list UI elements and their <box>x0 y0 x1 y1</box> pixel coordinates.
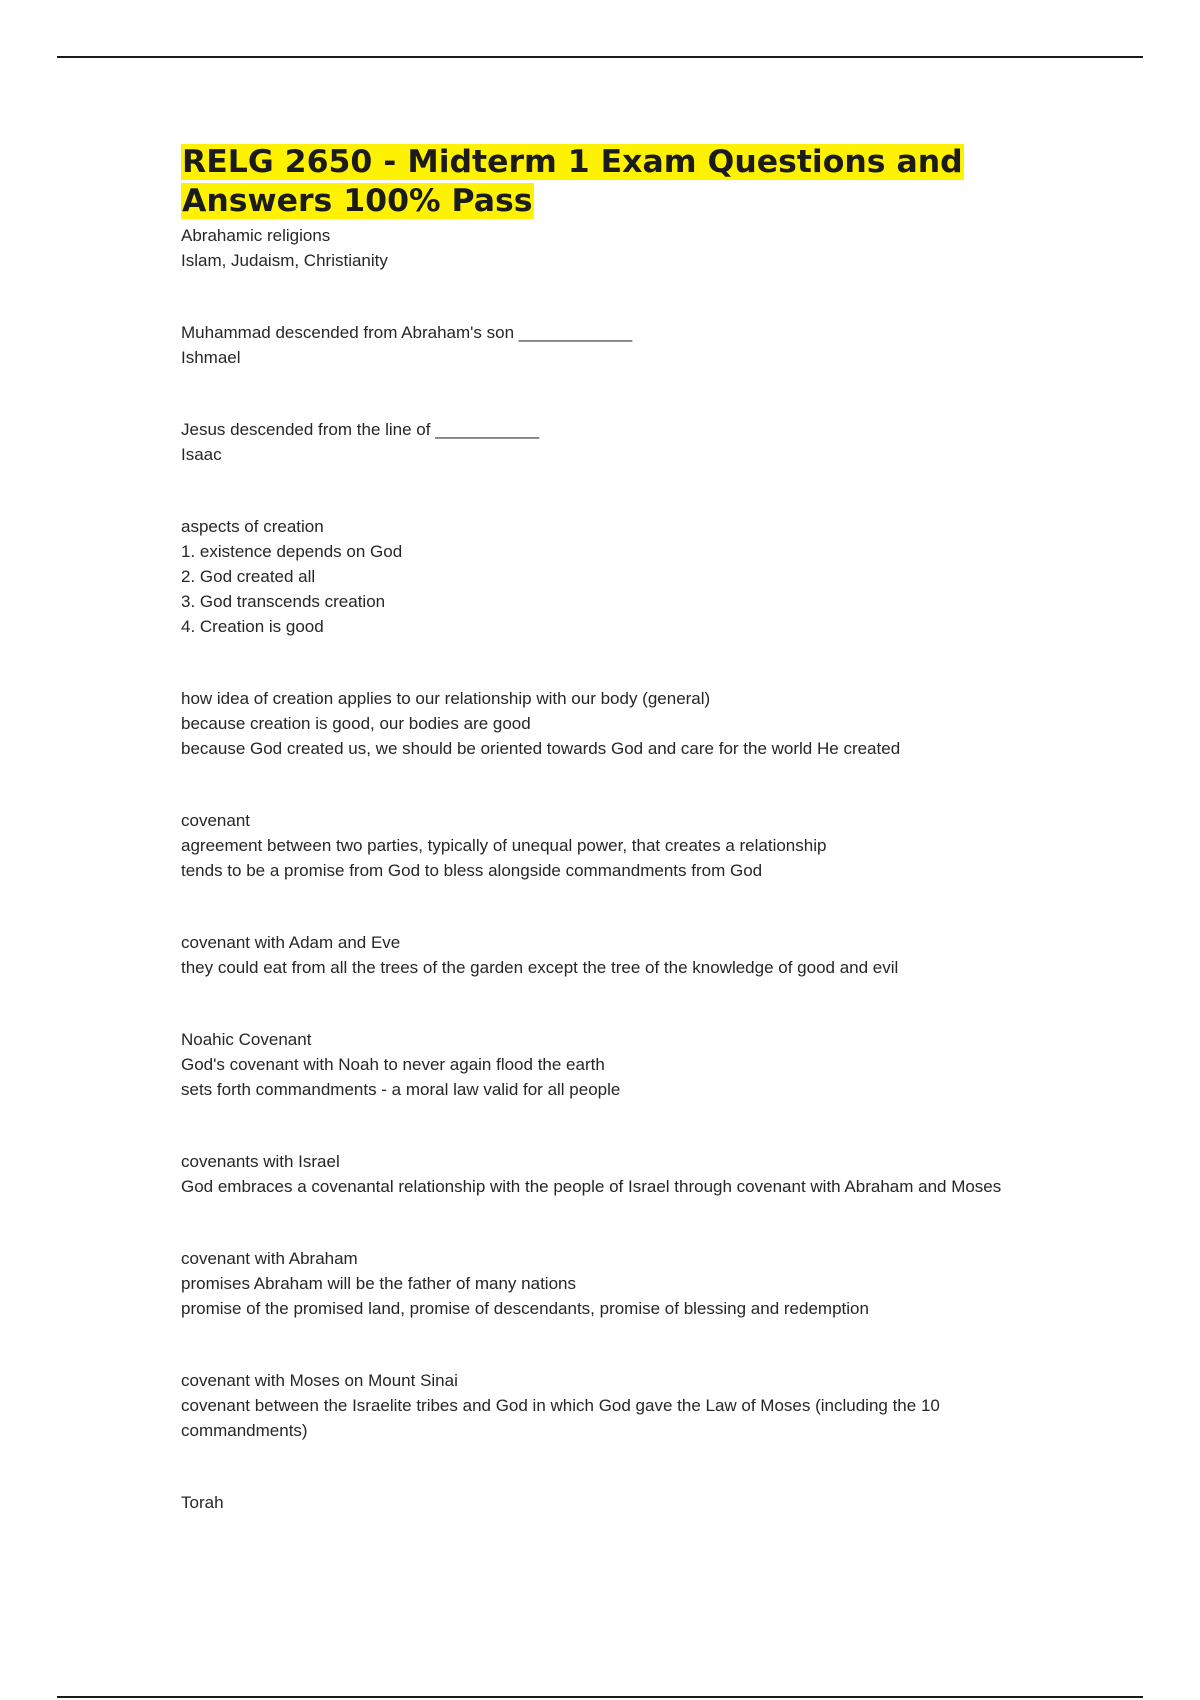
qa-answer: God embraces a covenantal relationship with the people of Israel through covenant with Abraham and Moses <box>181 1177 1002 1196</box>
qa-entry <box>181 417 1041 467</box>
qa-answer: tends to be a promise from God to bless alongside commandments from God <box>181 861 763 880</box>
title-highlight: RELG 2650 - Midterm 1 Exam Questions and Answers 100% Pass <box>182 144 963 219</box>
qa-entry <box>181 1027 1041 1102</box>
footer-rule <box>57 1696 1143 1698</box>
qa-entry <box>181 930 1041 980</box>
qa-entry <box>181 1149 1041 1199</box>
qa-entry <box>181 514 1041 639</box>
qa-answer: Isaac <box>181 445 222 464</box>
qa-entry <box>181 1246 1041 1321</box>
qa-answer: they could eat from all the trees of the garden except the tree of the knowledge of good and evil <box>181 958 899 977</box>
qa-term: Abrahamic religions <box>181 226 331 245</box>
header-rule <box>57 56 1143 58</box>
qa-answer: covenant between the Israelite tribes and God in which God gave the Law of Moses (including the 10 commandments) <box>181 1396 945 1440</box>
qa-term: Torah <box>181 1493 224 1512</box>
qa-answer: 1. existence depends on God <box>181 542 403 561</box>
qa-term: Muhammad descended from Abraham's son ____________ <box>181 323 633 342</box>
qa-term: Noahic Covenant <box>181 1030 312 1049</box>
qa-answer: Ishmael <box>181 348 241 367</box>
qa-answer: because God created us, we should be oriented towards God and care for the world He created <box>181 739 901 758</box>
qa-answer: God's covenant with Noah to never again flood the earth <box>181 1055 605 1074</box>
qa-answer: 2. God created all <box>181 567 316 586</box>
document-body <box>181 143 1041 1515</box>
qa-term: covenants with Israel <box>181 1152 340 1171</box>
qa-entry <box>181 1490 1041 1515</box>
qa-answer: 4. Creation is good <box>181 617 324 636</box>
qa-entry <box>181 320 1041 370</box>
qa-term: Jesus descended from the line of ___________ <box>181 420 540 439</box>
document-title <box>181 143 1041 221</box>
qa-term: aspects of creation <box>181 517 324 536</box>
qa-term: how idea of creation applies to our relationship with our body (general) <box>181 689 711 708</box>
qa-answer: promises Abraham will be the father of many nations <box>181 1274 576 1293</box>
qa-term: covenant with Adam and Eve <box>181 933 401 952</box>
qa-entry <box>181 808 1041 883</box>
qa-answer: promise of the promised land, promise of descendants, promise of blessing and redemption <box>181 1299 869 1318</box>
qa-answer: sets forth commandments - a moral law valid for all people <box>181 1080 621 1099</box>
qa-answer: Islam, Judaism, Christianity <box>181 251 388 270</box>
qa-answer: 3. God transcends creation <box>181 592 386 611</box>
qa-term: covenant with Abraham <box>181 1249 358 1268</box>
qa-answer: because creation is good, our bodies are good <box>181 714 531 733</box>
qa-entry <box>181 223 1041 273</box>
qa-entry <box>181 686 1041 761</box>
qa-answer: agreement between two parties, typically of unequal power, that creates a relationship <box>181 836 827 855</box>
qa-term: covenant <box>181 811 250 830</box>
qa-entry <box>181 1368 1041 1443</box>
qa-term: covenant with Moses on Mount Sinai <box>181 1371 458 1390</box>
